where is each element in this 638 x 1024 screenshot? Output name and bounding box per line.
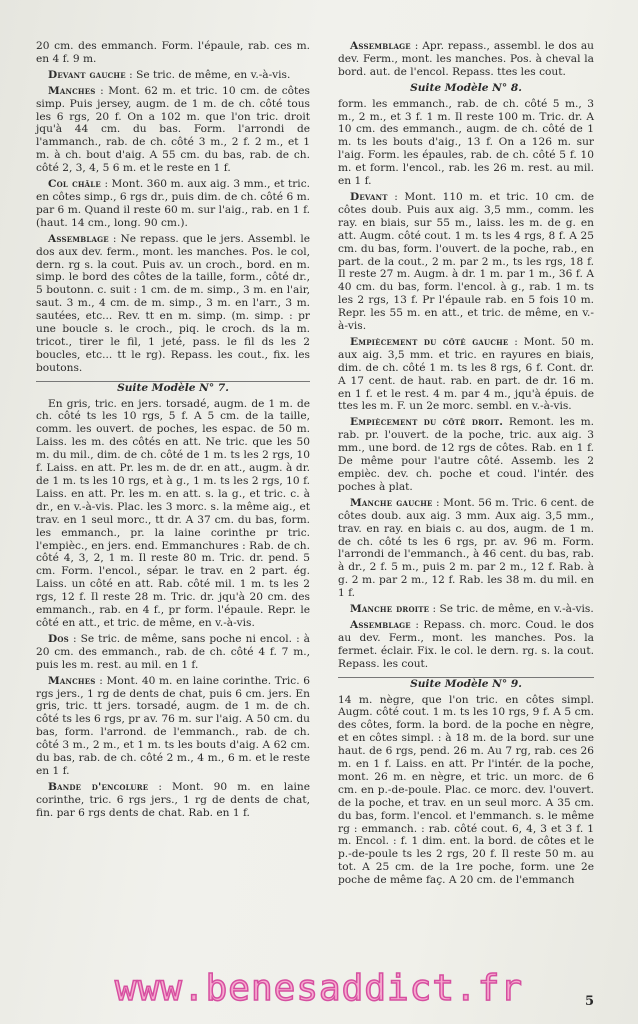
paragraph-text: : Mont. 110 m. et tric. 10 cm. de côtes doub. Puis aux aig. 3,5 mm., comm. les ray. en biais, sur 55 m., laiss. les m. de g. en att. Augm. côté cout. 1 m. ts les 4 rgs, 8 f. A 25 cm. du bas, form. l'ouvert. de la poche, rab., en part. de la cout., 2 m. par 2 m., ts les rgs, 18 f. Il reste 27 m. Augm. à dr. 1 m. par 1 m., 36 f. A 40 cm. du bas, form. l'encol. à g., rab. 1 m. ts les 2 rgs, 13 f. Pr l'épaule rab. en 5 fois 10 m. Repr. les 55 m. en att., et tric. de même, en v.-à-vis. [338,190,594,333]
paragraph-text: : Mont. 56 m. Tric. 6 cent. de côtes doub. aux aig. 3 mm. Aux aig. 3,5 mm., trav. en ray. en biais c. au dos, augm. de 1 m. de ch. côté ts les 6 rgs, pr. av. 96 m. Form. l'arrondi de l'emmanch., à 46 cent. du bas, rab. à dr., 2 f. 5 m., puis 2 m. par 2 m., 12 f. Rab. à g. 2 m. par 2 m., 12 f. Rab. les 38 m. du mil. en 1 f. [338,496,594,600]
paragraph-text: : Repass. ch. morc. Coud. le dos au dev. Ferm., mont. les manches. Pos. la fermet. éclair. Fix. le col. le dern. rg. s. la cout. Repass. les cout. [338,618,594,670]
page-number: 5 [584,994,594,1009]
paragraph [36,85,310,175]
section-label: Col châle [48,178,101,191]
section-label: Bande d'encolure [48,780,149,793]
paragraph [338,497,594,600]
section-label: Manches [48,674,96,687]
section-label: Empiècement du côté gauche [350,335,509,348]
section-heading: Suite Modèle N° 8. [410,81,522,94]
paragraph-text: : Mont. 360 m. aux aig. 3 mm., et tric. en côtes simp., 6 rgs dr., puis dim. de ch. côté 6 m. par 6 m. Quand il reste 60 m. sur l'aig., rab. en 1 f. (haut. 14 cm., long. 90 cm.). [36,178,310,229]
paragraph: En gris, tric. en jers. torsadé, augm. de 1 m. de ch. côté ts les 10 rgs, 5 f. A 5 cm. de la taille, comm. les ouvert. de poches, les espac. de 50 m. Laiss. les m. des côtés en att. Ne tric. que les 50 m. du mil., dim. de ch. côté de 1 m. ts les 2 rgs, 10 f. Laiss. en att. Pr. les m. de dr. en att., augm. à dr. de 1 m. ts les 10 rgs, et à g., 1 m. ts les 2 rgs, 10 f. Laiss. en att. Pr. les m. en att. s. la g., et tric. c. à dr., en v.-à-vis. Plac. les 3 morc. s. la même aig., et trav. en 1 seul morc., tt dr. A 37 cm. du bas, form. les emmanch., pr. la laine corinthe pr tric. l'empièc., en jers. end. Emmanchures : Rab. de ch. côté 4, 3, 2, 1 m. Il reste 80 m. Tric. dr. pend. 5 cm. Form. l'encol., sépar. le trav. en 2 part. ég. Laiss. un côté en att. Rab. côté mil. 1 m. ts les 2 rgs, 12 f. Il reste 28 m. Tric. dr. jqu'à 20 cm. des emmanch., rab. en 4 f., pr form. l'épaule. Repr. le côté en att., et tric. de même, en v.-à-vis. [36,397,310,629]
watermark-url: www.benesaddict.fr [114,968,524,1009]
section-label: Assemblage [350,618,411,631]
paragraph [338,603,594,616]
paragraph-text: : Apr. repass., assembl. le dos au dev. Ferm., mont. les manches. Pos. à cheval la bord. aut. de l'encol. Repass. ttes les cout. [338,40,594,78]
paragraph [338,416,594,493]
section-label: Empiècement du côté droit. [350,416,504,429]
section-heading: Suite Modèle N° 9. [410,677,522,690]
section-label: Assemblage [350,40,411,52]
paragraph [36,675,310,778]
section-label: Assemblage [48,232,109,245]
left-column [36,40,310,823]
section-label: Devant gauche [48,68,126,81]
paragraph [36,781,310,820]
paragraph-text: Remont. les m. rab. pr. l'ouvert. de la poche, tric. aux aig. 3 mm., une bord. de 12 rgs de côtes. Rab. en 1 f. De même pour l'autre côté. Assemb. les 2 empièc. dev. ch. poche et coud. l'intér. des poches à plat. [338,416,594,493]
section-heading: Suite Modèle N° 7. [117,381,229,394]
paragraph-text: : Se tric. de même, en v.-à-vis. [125,68,291,81]
paragraph [36,633,310,672]
paragraph [338,619,594,671]
section-label: Devant [350,190,388,203]
paragraph [36,233,310,375]
paragraph-text: : Mont. 62 m. et tric. 10 cm. de côtes simp. Puis jersey, augm. de 1 m. de ch. côté tous les 6 rgs, 20 f. On a 102 m. que l'on tric. droit jqu'à 44 cm. du bas. Form. l'arrondi de l'ammanch., rab. de ch. côté 3 m., 2 f. 2 m., et 1 m. à ch. bout d'aig. A 55 cm. du bas, rab. de ch. côté 2, 3, 4, 5 6 m. et le reste en 1 f. [36,84,310,175]
paragraph [338,40,594,79]
paragraph: 20 cm. des emmanch. Form. l'épaule, rab. ces m. en 4 f. 9 m. [36,40,310,65]
paragraph-text: : Mont. 40 m. en laine corinthe. Tric. 6 rgs jers., 1 rg de dents de chat, puis 6 cm. jers. En gris, tric. tt jers. torsadé, augm. de 1 m. de ch. côté ts les 6 rgs, pr av. 76 m. sur l'aig. A 50 cm. du bas, form. l'arrond. de l'emmanch., rab. de ch. côté 3 m., 2 m., et 1 m. ts les bouts d'aig. A 62 cm. du bas, rab. de ch. côté 2 m., 4 m., 6 m. et le reste en 1 f. [36,674,310,777]
section-label: Manches [48,84,96,97]
section-label: Manche droite [350,603,430,616]
paragraph: form. les emmanch., rab. de ch. côté 5 m., 3 m., 2 m., et 3 f. 1 m. Il reste 100 m. Tric. dr. A 10 cm. des emmanch., augm. de ch. côté de 1 m. ts les bouts d'aig., 13 f. On a 126 m. sur l'aig. Form. les épaules, rab. de ch. côté 5 f. 10 m. et form. l'encol., rab. les 26 m. rest. au mil. en 1 f. [338,97,594,188]
section-label: Manche gauche [350,496,433,509]
paragraph-text: : Mont. 90 m. en laine corinthe, tric. 6 rgs jers., 1 rg de dents de chat, fin. par 6 rgs dents de chat. Rab. en 1 f. [36,780,310,819]
paragraph [36,178,310,230]
paragraph [338,191,594,333]
section-label: Dos [48,632,69,645]
paragraph-text: : Se tric. de même, sans poche ni encol. : à 20 cm. des emmanch., rab. de ch. côté 4 f. 7 m., puis les m. rest. au mil. en 1 f. [36,632,310,671]
paragraph-text: : Mont. 50 m. aux aig. 3,5 mm. et tric. en rayures en biais, dim. de ch. côté 1 m. ts les 8 rgs, 6 f. Cont. dr. A 17 cent. de haut. rab. en part. de dr. 16 m. en 1 f. et le rest. 4 m. par 4 m., jqu'à épuis. de ttes les m. F. un 2e morc. sembl. en v.-à-vis. [338,335,595,413]
paragraph-text: : Se tric. de même, en v.-à-vis. [429,603,594,616]
right-column [338,40,594,890]
paragraph [338,336,594,413]
paragraph-text: : Ne repass. que le jers. Assembl. le dos aux dev. ferm., mont. les manches. Pos. le col, dern. rg s. la cout. Puis av. un croch., bord. en m. simp. le bord des côtes de la taille, form., côté dr., 5 boutonn. c. suit : 1 cm. de m. simp., 3 m. en l'air, saut. 3 m., 4 cm. de m. simp., 3 m. en l'arr., 3 m. sautées, etc... Rev. tt en m. simp. (m. simp. : pr une boucle s. le croch., piq. le croch. ds la m. tricot., tirer le fil, 1 jeté, pass. le fil ds les 2 boucles, etc... tt le rg). Repass. les cout., fix. les boutons. [36,232,310,374]
paragraph [36,69,310,82]
paragraph: 14 m. nègre, que l'on tric. en côtes simpl. Augm. côté cout. 1 m. ts les 10 rgs, 9 f. A 5 cm. des côtes, form. la bord. de la poche en nègre, et en côtes simpl. : à 18 m. de la bord. sur une haut. de 6 rgs, pend. 26 m. Au 7 rg, rab. ces 26 m. en 1 f. Laiss. en att. Pr l'intér. de la poche, mont. 26 m. en nègre, et tric. un morc. de 6 cm. en p.-de-poule. Plac. ce morc. dev. l'ouvert. de la poche, et trav. en un seul morc. A 35 cm. du bas, form. l'encol. et l'emmanch. s. le même rg : emmanch. : rab. côté cout. 6, 4, 3 et 3 f. 1 m. Encol. : f. 1 dim. ent. la bord. de côtes et le p.-de-poule ts les 2 rgs, 20 f. Il reste 50 m. au tot. A 25 cm. de la 1re poche, form. une 2e poche de même faç. A 20 cm. de l'emmanch [338,693,594,887]
